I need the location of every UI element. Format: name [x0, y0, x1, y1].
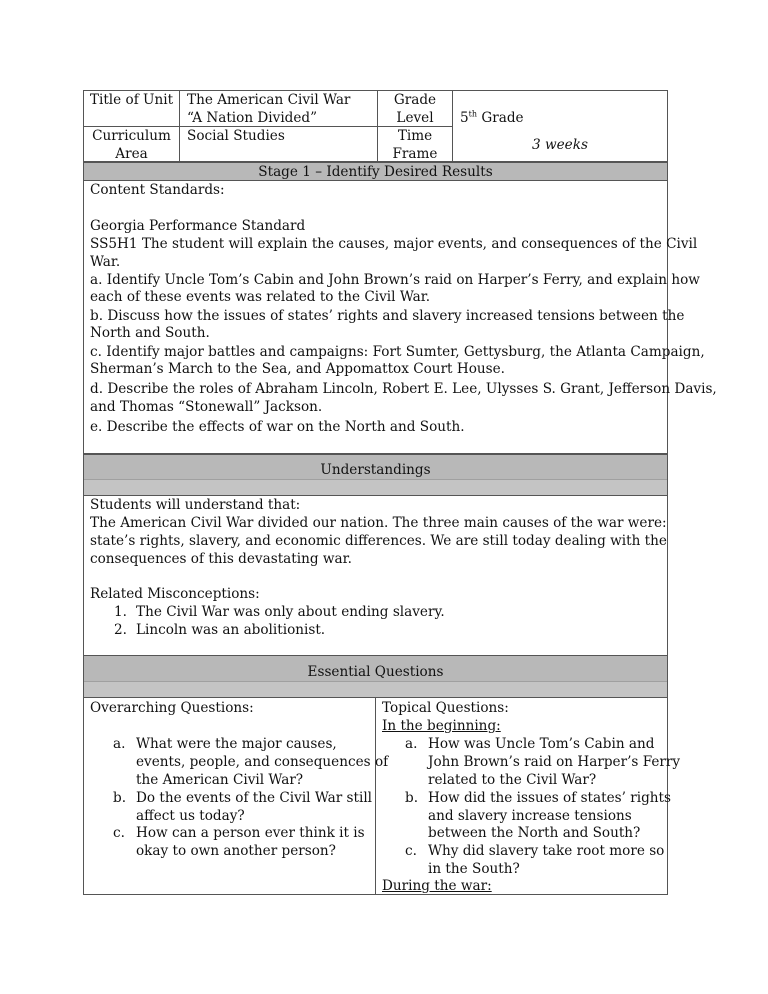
stage1-heading: Stage 1 – Identify Desired Results: [258, 164, 493, 180]
time-label-1: Time: [397, 128, 433, 144]
topical-section-beginning: In the beginning:: [382, 718, 501, 734]
title-label: Title of Unit: [89, 92, 174, 108]
overarching-line: the American Civil War?: [136, 772, 304, 788]
curriculum-label-1: Curriculum: [92, 128, 171, 144]
standard-line: c. Identify major battles and campaigns: Fort Sumter, Gettysburg, the Atlanta Campaign,: [90, 344, 705, 360]
overarching-marker: a.: [113, 736, 126, 752]
understandings-line: Students will understand that:: [90, 497, 301, 513]
topical-section-during: During the war:: [382, 878, 492, 894]
overarching-line: affect us today?: [136, 808, 245, 824]
understandings-line: state’s rights, slavery, and economic differences. We are still today dealing with the: [90, 533, 667, 549]
curriculum-label-2: Area: [115, 146, 148, 162]
title-line-1: The American Civil War: [187, 92, 351, 108]
understandings-line: The American Civil War divided our nation. The three main causes of the war were:: [90, 515, 667, 531]
content-standards-label: Content Standards:: [90, 182, 225, 198]
essential-questions-heading: Essential Questions: [307, 664, 444, 680]
grade-value: 5th Grade: [460, 109, 524, 126]
overarching-marker: c.: [113, 825, 125, 841]
title-line-2: “A Nation Divided”: [187, 110, 318, 126]
grade-label-1: Grade: [393, 92, 437, 108]
essential-questions-band-edge: [84, 681, 667, 697]
understandings-band-edge: [84, 479, 667, 495]
misconception-item: The Civil War was only about ending slavery.: [136, 604, 445, 620]
standard-line: Sherman’s March to the Sea, and Appomattox Court House.: [90, 361, 505, 377]
standard-line: e. Describe the effects of war on the North and South.: [90, 419, 465, 435]
standard-line: each of these events was related to the Civil War.: [90, 289, 431, 305]
overarching-line: What were the major causes,: [136, 736, 337, 752]
standard-line: SS5H1 The student will explain the causes, major events, and consequences of the Civil: [90, 236, 698, 252]
misconception-marker: 1.: [114, 604, 127, 620]
overarching-label: Overarching Questions:: [90, 700, 254, 716]
curriculum-value: Social Studies: [187, 128, 285, 144]
standard-line: d. Describe the roles of Abraham Lincoln, Robert E. Lee, Ulysses S. Grant, Jefferson Davis,: [90, 381, 717, 397]
topical-marker: b.: [405, 790, 419, 806]
time-label-2: Frame: [392, 146, 438, 162]
topical-label: Topical Questions:: [382, 700, 509, 716]
understandings-line: consequences of this devastating war.: [90, 551, 352, 567]
overarching-line: How can a person ever think it is: [136, 825, 365, 841]
topical-line: and slavery increase tensions: [428, 808, 632, 824]
standard-line: War.: [90, 254, 121, 270]
standard-line: North and South.: [90, 325, 210, 341]
topical-marker: a.: [405, 736, 418, 752]
misconception-item: Lincoln was an abolitionist.: [136, 622, 326, 638]
topical-line: related to the Civil War?: [428, 772, 597, 788]
standard-title: Georgia Performance Standard: [90, 218, 306, 234]
topical-line: How did the issues of states’ rights: [428, 790, 671, 806]
topical-line: between the North and South?: [428, 825, 641, 841]
overarching-marker: b.: [113, 790, 127, 806]
topical-marker: c.: [405, 843, 417, 859]
understandings-heading: Understandings: [320, 462, 431, 478]
standard-line: b. Discuss how the issues of states’ rights and slavery increased tensions between the: [90, 308, 685, 324]
standard-line: and Thomas “Stonewall” Jackson.: [90, 399, 323, 415]
overarching-line: okay to own another person?: [136, 843, 336, 859]
misconception-marker: 2.: [114, 622, 127, 638]
topical-line: John Brown’s raid on Harper’s Ferry: [428, 754, 681, 770]
grade-label-2: Level: [396, 110, 434, 126]
topical-line: Why did slavery take root more so: [428, 843, 665, 859]
topical-line: How was Uncle Tom’s Cabin and: [428, 736, 655, 752]
topical-line: in the South?: [428, 861, 520, 877]
time-value: 3 weeks: [532, 137, 588, 153]
overarching-line: Do the events of the Civil War still: [136, 790, 373, 806]
overarching-line: events, people, and consequences of: [136, 754, 389, 770]
standard-line: a. Identify Uncle Tom’s Cabin and John Brown’s raid on Harper’s Ferry, and explain how: [90, 272, 700, 288]
misconceptions-label: Related Misconceptions:: [90, 586, 260, 602]
